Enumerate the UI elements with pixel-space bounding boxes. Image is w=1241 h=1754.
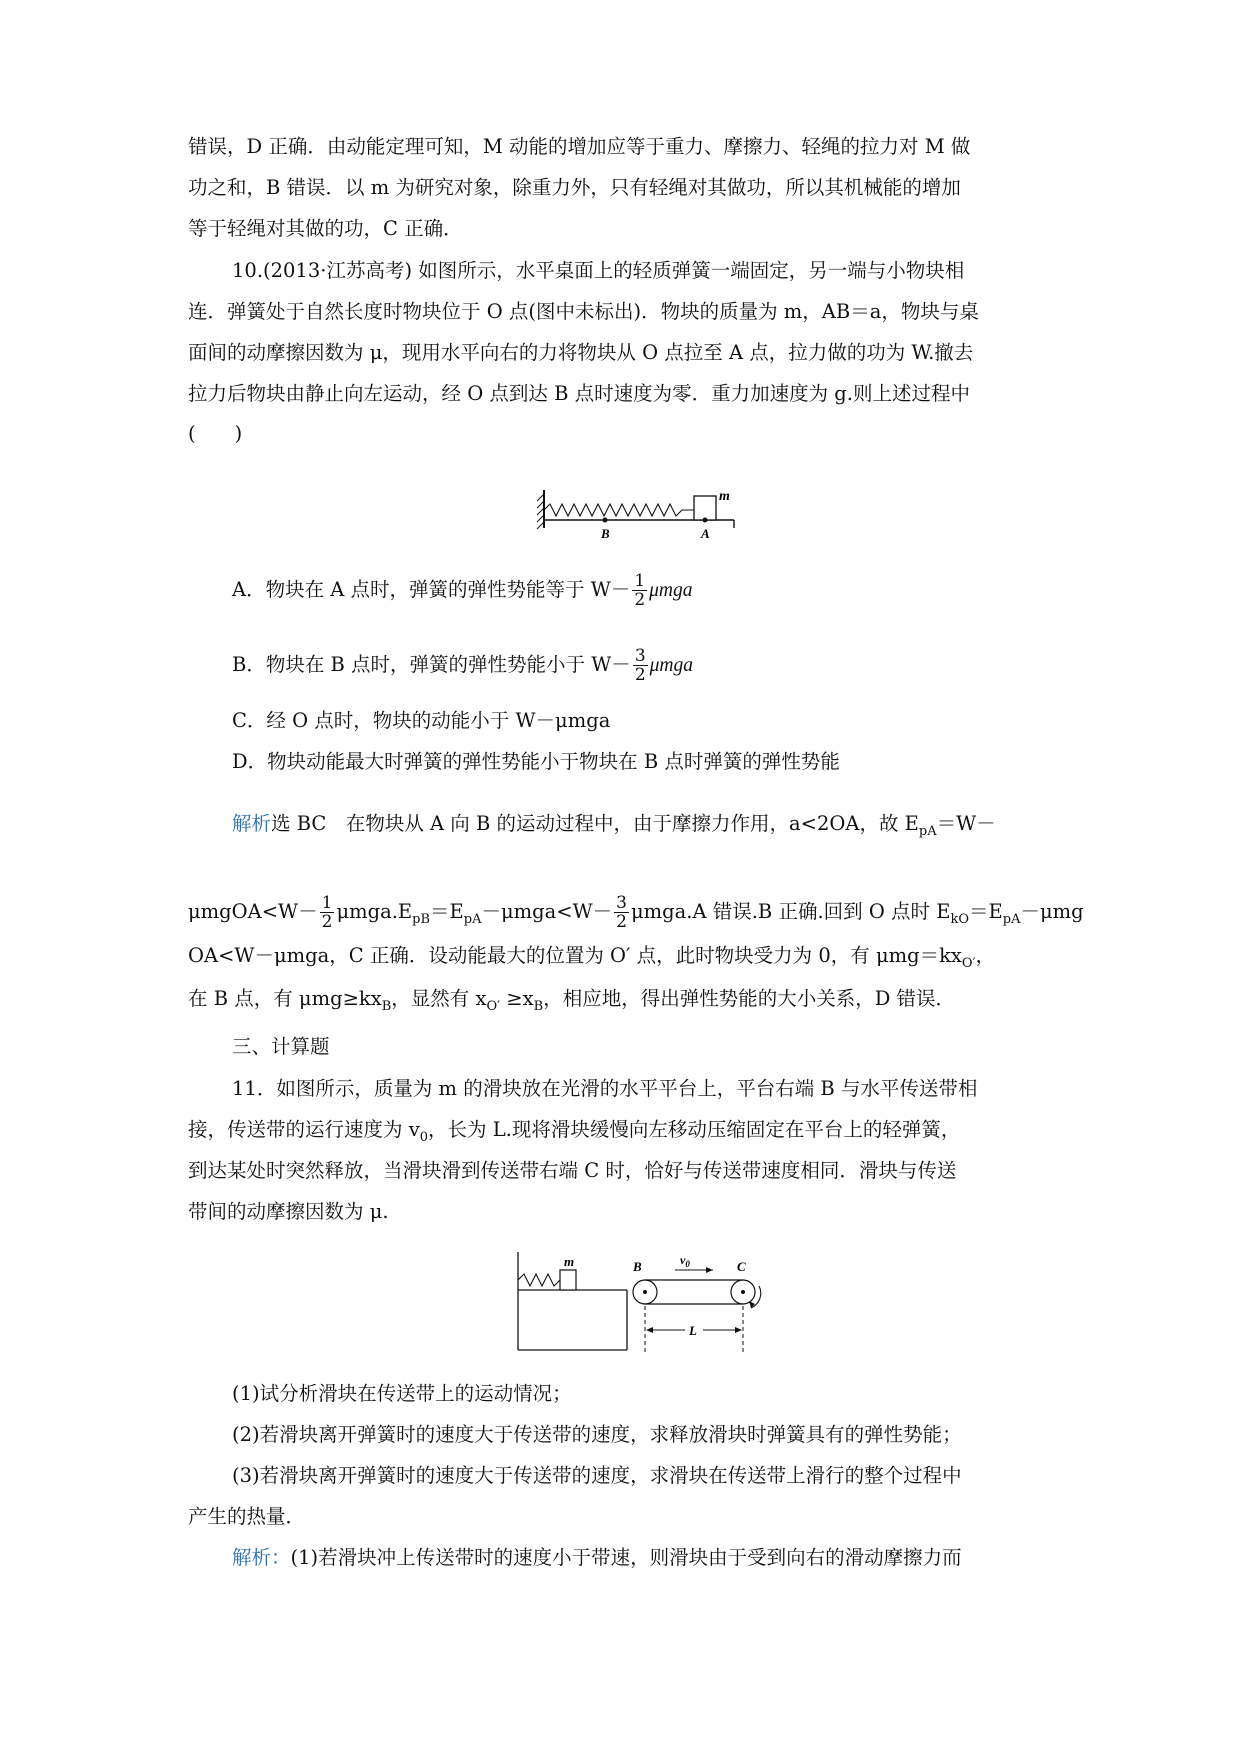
question-11-stem: 11．如图所示，质量为 m 的滑块放在光滑的水平平台上，平台右端 B 与水平传送带相 [232,1077,978,1100]
point-a-label: A [701,526,710,540]
text-line: 功之和，B 错误．以 m 为研究对象，除重力外，只有轻绳对其做功，所以其机械能的增加 [188,176,961,199]
text-line: 接，传送带的运行速度为 $v_0$，长为 L.现将滑块缓慢向左移动压缩固定在平台上的轻弹簧， [188,1118,961,1145]
text-line: 到达某处时突然释放，当滑块滑到传送带右端 C 时，恰好与传送带速度相同．滑块与传送 [188,1159,957,1182]
solution-10-line: 解析选 BC 在物块从 A 向 B 的运动过程中，由于摩擦力作用，a<2OA，故 $E_{pA}=W-$ [232,812,996,839]
length-label: L [689,1323,697,1338]
sub-question-2: (2)若滑块离开弹簧时的速度大于传送带的速度，求释放滑块时弹簧具有的弹性势能； [232,1423,962,1446]
option-c: C．经 O 点时，物块的动能小于 W－μmga [232,709,611,732]
sub-question-1: (1)试分析滑块在传送带上的运动情况； [232,1382,572,1405]
solution-11-line: 解析：(1)若滑块冲上传送带时的速度小于带速，则滑块由于受到向右的滑动摩擦力而 [232,1546,962,1569]
block-mass-label: m [719,489,730,504]
section-heading: 三、计算题 [232,1035,330,1058]
text-line: 等于轻绳对其做的功，C 正确． [188,217,463,240]
text-line: 拉力后物块由静止向左运动，经 O 点到达 B 点时速度为零．重力加速度为 g.则上述过程中 [188,382,970,405]
text-line: 产生的热量． [188,1505,306,1528]
text-line: 带间的动摩擦因数为 μ. [188,1200,389,1223]
option-b: B．物块在 B 点时，弹簧的弹性势能小于 W－ $\frac{3}{2}$ μmga [232,646,694,685]
answer-bracket: ( ) [188,422,243,445]
point-b-label: B [633,1259,642,1274]
text-line: 面间的动摩擦因数为 μ，现用水平向右的力将物块从 O 点拉至 A 点，拉力做的功为 W.撤去 [188,341,974,364]
velocity-label: $v_0$ [680,1253,690,1269]
point-b-label: B [601,526,610,540]
solution-label: 解析： [232,1546,291,1569]
spring-block-figure [534,484,744,540]
solution-label: 解析 [232,812,272,835]
slider-mass-label: m [564,1254,575,1269]
sub-question-3: (3)若滑块离开弹簧时的速度大于传送带的速度，求滑块在传送带上滑行的整个过程中 [232,1464,962,1487]
question-10-stem: 10.(2013·江苏高考) 如图所示，水平桌面上的轻质弹簧一端固定，另一端与小物块相 [232,259,965,282]
solution-10-line: OA<W－μmga，C 正确．设动能最大的位置为 O′ 点，此时物块受力为 0，有 $\mu mg=kx_{O'}$， [188,944,996,971]
option-a: A．物块在 A 点时，弹簧的弹性势能等于 W－ $\frac{1}{2}$ μmga [232,571,693,610]
text-line: 连．弹簧处于自然长度时物块位于 O 点(图中未标出)．物块的质量为 m，AB＝a，物块与桌 [188,300,979,323]
point-c-label: C [737,1259,746,1274]
text-line: 错误，D 正确．由动能定理可知，M 动能的增加应等于重力、摩擦力、轻绳的拉力对 M 做 [188,135,971,158]
option-d: D．物块动能最大时弹簧的弹性势能小于物块在 B 点时弹簧的弹性势能 [232,750,840,773]
solution-10-line: μmgOA<W－ $\frac{1}{2}$ $\mu mga.E_{pB}=E_{pA}-\mu mga<W-$ $\frac{3}{2}$ μmga.A 错误.B 正确.回到 O 点时 $E_{kO}=E_{pA}-\mu mg$ [188,893,1084,932]
solution-10-line: 在 B 点，有 $\mu mg\ge kx_B$，显然有 $x_{O'} \ge x_B$，相应地，得出弹性势能的大小关系，D 错误． [188,987,956,1014]
conveyor-figure [515,1250,795,1360]
